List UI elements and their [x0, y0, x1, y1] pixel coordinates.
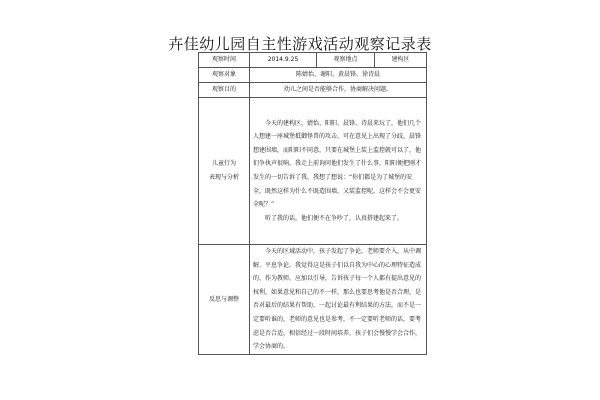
page-title: 卉佳幼儿园自主性游戏活动观察记录表	[168, 35, 432, 53]
time-label: 观察时间	[199, 53, 250, 68]
goal-row	[199, 83, 427, 98]
subject-row	[199, 68, 427, 83]
behavior-text	[250, 98, 427, 245]
observation-record-table	[198, 52, 427, 355]
reflection-text	[250, 245, 427, 355]
goal-value: 幼儿之间是否能够合作，协商解决问题。	[250, 83, 427, 98]
time-place-row	[199, 53, 427, 68]
time-value: 2014.9.25	[250, 53, 317, 68]
reflection-label: 反思与调整	[199, 245, 250, 355]
place-value: 建构区	[375, 53, 427, 68]
behavior-paragraph-1: 今天的建构区，婧怡、阳阳、晨锋、诗晨来玩了，他们几个人想建一座城堡抵御怪兽的攻击，可在意见上出现了分歧，晨锋想建围墙，而阳阳不同意，只要在城堡上装上监控就可以了，他们争执声很响，我走上前询问他们发生了什么事，阳阳便把刚才发生的一切告诉了我，我想了想说：“你们都是为了城堡的安全，既然这样为什么不既造围墙，又装监控呢，这样会不会更安全呢？”	[253, 119, 422, 209]
reflection-paragraph: 今天的区域活动中，孩子发起了争论，老师要介入，从中调解、平息争论。我觉得这是孩子们以自我为中心的心理特征造成的，作为教师，应加以引导，告诉孩子每一个人都有提出意见的权利，如果意见和自己的不一样，那么也要思考他是否合理，是否对最后的结果有帮助，一起讨论最有利结果的方法，而不是一定要听谁的，老师的意见也是参考，不一定要听老师的话，要考虑是否合适，相信经过一段时间培养，孩子们会慢慢学会合作，学会协商的。	[253, 248, 422, 351]
subject-label: 观察对象	[199, 68, 250, 83]
behavior-row	[199, 98, 427, 245]
place-label: 观察地点	[317, 53, 375, 68]
behavior-label	[199, 98, 250, 245]
subject-value: 陈婧怡、谢阳、黄晨锋、徐诗晨	[250, 68, 427, 83]
behavior-label-line-1: 儿童行为	[211, 160, 236, 168]
goal-label: 观察目的	[199, 83, 250, 98]
reflection-row	[199, 245, 427, 355]
behavior-paragraph-2: 听了我的话，他们便不在争吵了，认真搭建起来了。	[265, 214, 404, 222]
behavior-label-line-2: 表现与分析	[208, 174, 239, 181]
